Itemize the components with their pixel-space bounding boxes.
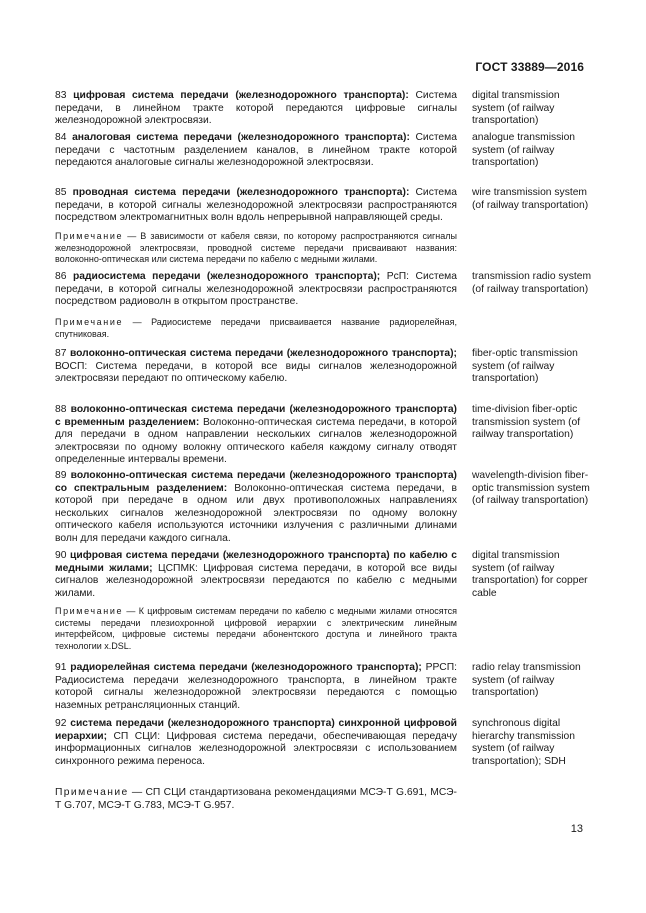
note-label: Примечание (55, 606, 124, 616)
entry-number: 89 (55, 470, 67, 481)
term-name: система передачи (железнодорожного транспорта) синхронной цифровой иерархии; (55, 718, 457, 742)
definition-text: Система передачи, в которой сигналы железнодорожной электросвязи распространяются посредством электромагнитных волн вдоль непрерывной направляющей среды. (55, 187, 457, 224)
entry-number: 92 (55, 718, 67, 729)
definition-text: РсП: Система передачи, в которой сигналы железнодорожной электросвязи распространяются посредством радиоволн в открытом пространстве. (55, 271, 457, 308)
entry-number: 86 (55, 271, 67, 282)
english-equivalent: radio relay transmission system (of railway transportation) (472, 662, 581, 699)
english-equivalent: digital transmission system (of railway transportation) (472, 90, 560, 127)
note-label: Примечание (55, 231, 124, 241)
note-92 (55, 787, 457, 812)
english-equivalent: synchronous digital hierarchy transmission system (of railway transportation); SDH (472, 718, 576, 767)
english-equivalent: time-division fiber-optic transmission system (of railway transportation) (472, 404, 581, 441)
definition-text: ЦСПМК: Цифровая система передачи, в которой все виды сигналов железнодорожной электросвязи передаются по кабелю с медными жилами. (55, 562, 457, 599)
definition-text: ВОСП: Система передачи, в которой все виды сигналов железнодорожной электросвязи передают по оптическому кабелю. (55, 360, 457, 385)
definition-text: Система передачи с частотным разделением каналов, в линейном тракте которой передаются аналоговые сигналы железнодорожной электросвязи. (55, 132, 457, 169)
term-definition (55, 90, 457, 128)
note-85 (55, 231, 457, 266)
entry-number: 85 (55, 187, 67, 198)
english-equivalent: wire transmission system (of railway transportation) (472, 187, 589, 211)
term-name: аналоговая система передачи (железнодорожного транспорта): (72, 132, 410, 143)
note-86 (55, 317, 457, 340)
definition-text: Волоконно-оптическая система передачи, в которой при передаче в одном или двух противоположных направлениях нескольких сигналов железнодорожной электросвязи по одному волокну оптического кабеля используются источники излучения с различными длинами волн для передачи каждого сигнала. (55, 482, 458, 544)
term-definition (55, 470, 457, 546)
term-name: радиосистема передачи (железнодорожного транспорта); (72, 271, 381, 282)
english-equivalent: analogue transmission system (of railway transportation) (472, 132, 576, 169)
english-equivalent: wavelength-division fiber-optic transmission system (of railway transportation) (472, 470, 590, 507)
note-text: — СП СЦИ стандартизована рекомендациями МСЭ-Т G.691, МСЭ-Т G.707, МСЭ-Т G.783, МСЭ-Т G.957. (55, 787, 457, 811)
note-90 (55, 606, 457, 653)
definition-text: Система передачи, в линейном тракте которой передаются цифровые сигналы железнодорожной электросвязи. (55, 90, 457, 127)
english-equivalent: digital transmission system (of railway transportation) for copper cable (472, 550, 588, 599)
english-equivalent: fiber-optic transmission system (of railway transportation) (472, 348, 578, 385)
definition-text: РРСП: Радиосистема передачи железнодорожного транспорта, в линейном тракте которой сигналы железнодорожной электросвязи передаются с помощью наземных ретрансляционных станций. (55, 662, 457, 711)
term-name: проводная система передачи (железнодорожного транспорта): (72, 187, 410, 198)
term-definition (55, 132, 457, 170)
entry-number: 84 (55, 132, 67, 143)
term-definition (55, 550, 457, 600)
term-name: радиорелейная система передачи (железнодорожного транспорта); (70, 662, 422, 673)
note-text: — К цифровым системам передачи по кабелю с медными жилами относятся системы передачи плезиохронной цифровой иерархии с электрическим линейным интерфейсом, цифровые системы передачи абонентского доступа и линейного тракта технологии x.DSL. (55, 606, 457, 652)
note-text: — В зависимости от кабеля связи, по которому распространяются сигналы железнодорожной электросвязи, проводной системе передачи присваивают названия: волоконно-оптическая или система передачи по кабелю с медными жилами. (55, 231, 457, 265)
term-name: волоконно-оптическая система передачи (железнодорожного транспорта); (69, 348, 457, 359)
note-label: Примечание (55, 317, 124, 327)
definition-text: Волоконно-оптическая система передачи, в которой для передачи в одном направлении нескольких сигналов железнодорожной электросвязи по одному волокну оптического кабеля каждому сигналу отводят определенные интервалы времени. (55, 416, 457, 466)
term-name: волоконно-оптическая система передачи (железнодорожного транспорта) со спектральным разделением: (55, 470, 457, 494)
term-definition (55, 348, 457, 386)
entry-number: 88 (55, 404, 67, 415)
term-name: цифровая система передачи (железнодорожного транспорта) по кабелю с медными жилами; (55, 550, 457, 574)
term-definition (55, 404, 457, 467)
page-number: 13 (570, 823, 583, 835)
term-definition (55, 271, 457, 309)
term-definition (55, 662, 457, 712)
entry-number: 87 (55, 348, 67, 359)
english-equivalent: transmission radio system (of railway transportation) (472, 271, 592, 295)
entry-number: 90 (55, 550, 67, 561)
definition-text: СП СЦИ: Цифровая система передачи, обеспечивающая передачу информационных сигналов железнодорожной электросвязи с использованием синхронного режима переноса. (55, 730, 457, 767)
note-text: — Радиосистеме передачи присваивается название радиорелейная, спутниковая. (55, 317, 457, 339)
term-name: волоконно-оптическая система передачи (железнодорожного транспорта) с временным разделением: (55, 404, 457, 428)
note-label: Примечание (55, 787, 129, 798)
term-name: цифровая система передачи (железнодорожного транспорта): (73, 90, 409, 101)
term-definition (55, 718, 457, 768)
term-definition (55, 187, 457, 225)
entry-number: 83 (55, 90, 67, 101)
standard-header: ГОСТ 33889—2016 (475, 60, 584, 74)
entry-number: 91 (55, 662, 67, 673)
